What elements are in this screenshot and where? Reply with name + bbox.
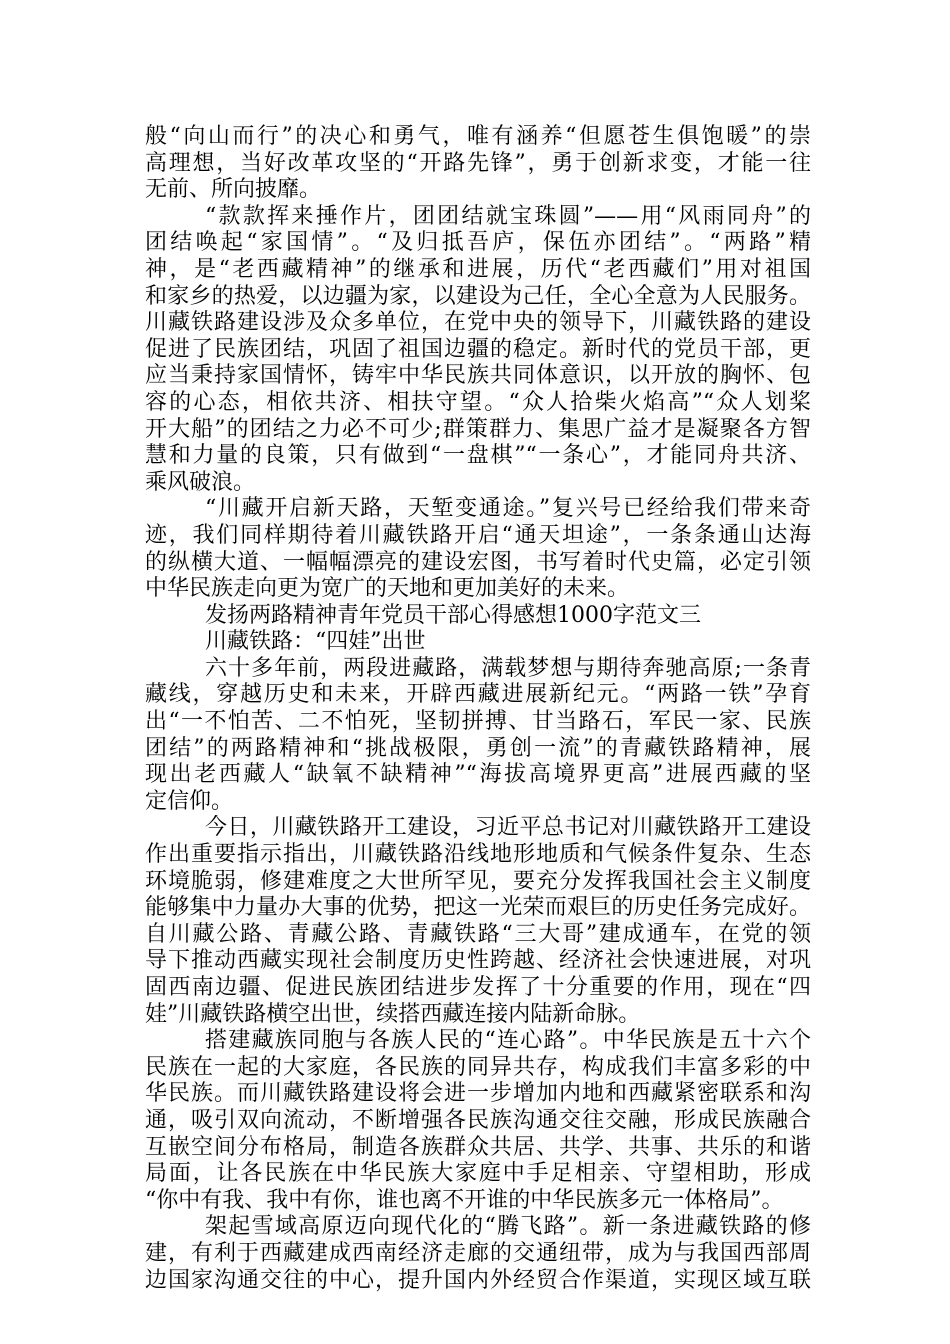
text-line: 通，吸引双向流动，不断增强各民族沟通交往交融，形成民族融合 <box>145 1107 811 1133</box>
text-line: 迹，我们同样期待着川藏铁路开启“通天坦途”，一条条通山达海 <box>145 522 811 548</box>
text-line: 藏线，穿越历史和未来，开辟西藏进展新纪元。“两路一铁”孕育 <box>145 682 811 708</box>
text-line: 定信仰。 <box>145 788 234 814</box>
para-continued <box>145 124 811 204</box>
text-line: 容的心态，相依共济、相扶守望。“众人拾柴火焰高”“众人划桨 <box>145 389 811 415</box>
text-line: 出“一不怕苦、二不怕死，坚韧拼搏、甘当路石，军民一家、民族 <box>145 709 811 735</box>
text-line: 神，是“老西藏精神”的继承和进展，历代“老西藏们”用对祖国 <box>145 256 811 282</box>
text-line: 今日，川藏铁路开工建设，习近平总书记对川藏铁路开工建设 <box>205 815 811 841</box>
text-line: 川藏铁路建设涉及众多单位，在党中央的领导下，川藏铁路的建设 <box>145 310 811 336</box>
text-line: “款款挥来捶作片，团团结就宝珠圆”——用“风雨同舟”的 <box>205 203 811 229</box>
text-line: 固西南边疆、促进民族团结进步发挥了十分重要的作用，现在“四 <box>145 975 811 1000</box>
para-future <box>145 496 811 602</box>
text-line: “你中有我、我中有你，谁也离不开谁的中华民族多元一体格局”。 <box>145 1187 784 1213</box>
section-subtitle <box>145 629 811 656</box>
para-today <box>145 815 811 1028</box>
text-line: 架起雪域高原迈向现代化的“腾飞路”。新一条进藏铁路的修 <box>205 1214 811 1240</box>
text-line: 团结唤起“家国情”。“及归抵吾庐，保伍亦团结”。“两路”精 <box>145 230 811 256</box>
para-flying-road <box>145 1214 811 1294</box>
text-line: 局面，让各民族在中华民族大家庭中手足相亲、守望相助，形成 <box>145 1161 811 1187</box>
document-page <box>145 124 811 1294</box>
text-line: 导下推动西藏实现社会制度历史性跨越、经济社会快速进展，对巩 <box>145 948 811 974</box>
text-line: 促进了民族团结，巩固了祖国边疆的稳定。新时代的党员干部，更 <box>145 336 811 362</box>
text-line: 无前、所向披靡。 <box>145 177 322 203</box>
text-line: 建，有利于西藏建成西南经济走廊的交通纽带，成为与我国西部周 <box>145 1240 811 1266</box>
text-line: 开大船”的团结之力必不可少;群策群力、集思广益才是凝聚各方智 <box>145 416 811 442</box>
text-line: 六十多年前，两段进藏路，满载梦想与期待奔驰高原;一条青 <box>205 655 811 681</box>
text-line: 和家乡的热爱，以边疆为家，以建设为己任，全心全意为人民服务。 <box>145 283 811 309</box>
text-line: 川藏铁路：“四娃”出世 <box>205 629 426 655</box>
text-line: 互嵌空间分布格局，制造各族群众共居、共学、共事、共乐的和谐 <box>145 1134 811 1160</box>
text-line: 高理想，当好改革攻坚的“开路先锋”，勇于创新求变，才能一往 <box>145 150 811 176</box>
section-title <box>145 603 811 630</box>
text-line: “川藏开启新天路，天堑变通途。”复兴号已经给我们带来奇 <box>205 496 811 522</box>
text-line: 华民族。而川藏铁路建设将会进一步增加内地和西藏紧密联系和沟 <box>145 1081 811 1107</box>
text-line: 环境脆弱，修建难度之大世所罕见，要充分发挥我国社会主义制度 <box>145 868 811 894</box>
para-heart-road <box>145 1028 811 1214</box>
text-line: 能够集中力量办大事的优势，把这一光荣而艰巨的历史任务完成好。 <box>145 895 811 921</box>
text-line: 搭建藏族同胞与各族人民的“连心路”。中华民族是五十六个 <box>205 1028 811 1054</box>
para-unity <box>145 204 811 497</box>
text-line: 作出重要指示指出，川藏铁路沿线地形地质和气候条件复杂、生态 <box>145 842 811 868</box>
text-line: 边国家沟通交往的中心，提升国内外经贸合作渠道，实现区域互联 <box>145 1267 811 1293</box>
text-line: 团结”的两路精神和“挑战极限，勇创一流”的青藏铁路精神，展 <box>145 735 811 761</box>
text-line: 的纵横大道、一幅幅漂亮的建设宏图，书写着时代史篇，必定引领 <box>145 549 811 575</box>
text-line: 慧和力量的良策，只有做到“一盘棋”“一条心”，才能同舟共济、 <box>145 443 811 469</box>
text-line: 发扬两路精神青年党员干部心得感想1000字范文三 <box>205 602 701 628</box>
text-line: 乘风破浪。 <box>145 469 256 495</box>
text-line: 自川藏公路、青藏公路、青藏铁路“三大哥”建成通车，在党的领 <box>145 921 811 947</box>
para-history <box>145 656 811 816</box>
text-line: 民族在一起的大家庭，各民族的同异共存，构成我们丰富多彩的中 <box>145 1054 811 1080</box>
text-line: 般“向山而行”的决心和勇气，唯有涵养“但愿苍生俱饱暖”的崇 <box>145 124 811 149</box>
text-line: 娃”川藏铁路横空出世，续搭西藏连接内陆新命脉。 <box>145 1001 641 1027</box>
text-line: 现出老西藏人“缺氧不缺精神”“海拔高境界更高”进展西藏的坚 <box>145 762 811 788</box>
text-line: 中华民族走向更为宽广的天地和更加美好的未来。 <box>145 576 630 602</box>
text-line: 应当秉持家国情怀，铸牢中华民族共同体意识，以开放的胸怀、包 <box>145 363 811 389</box>
